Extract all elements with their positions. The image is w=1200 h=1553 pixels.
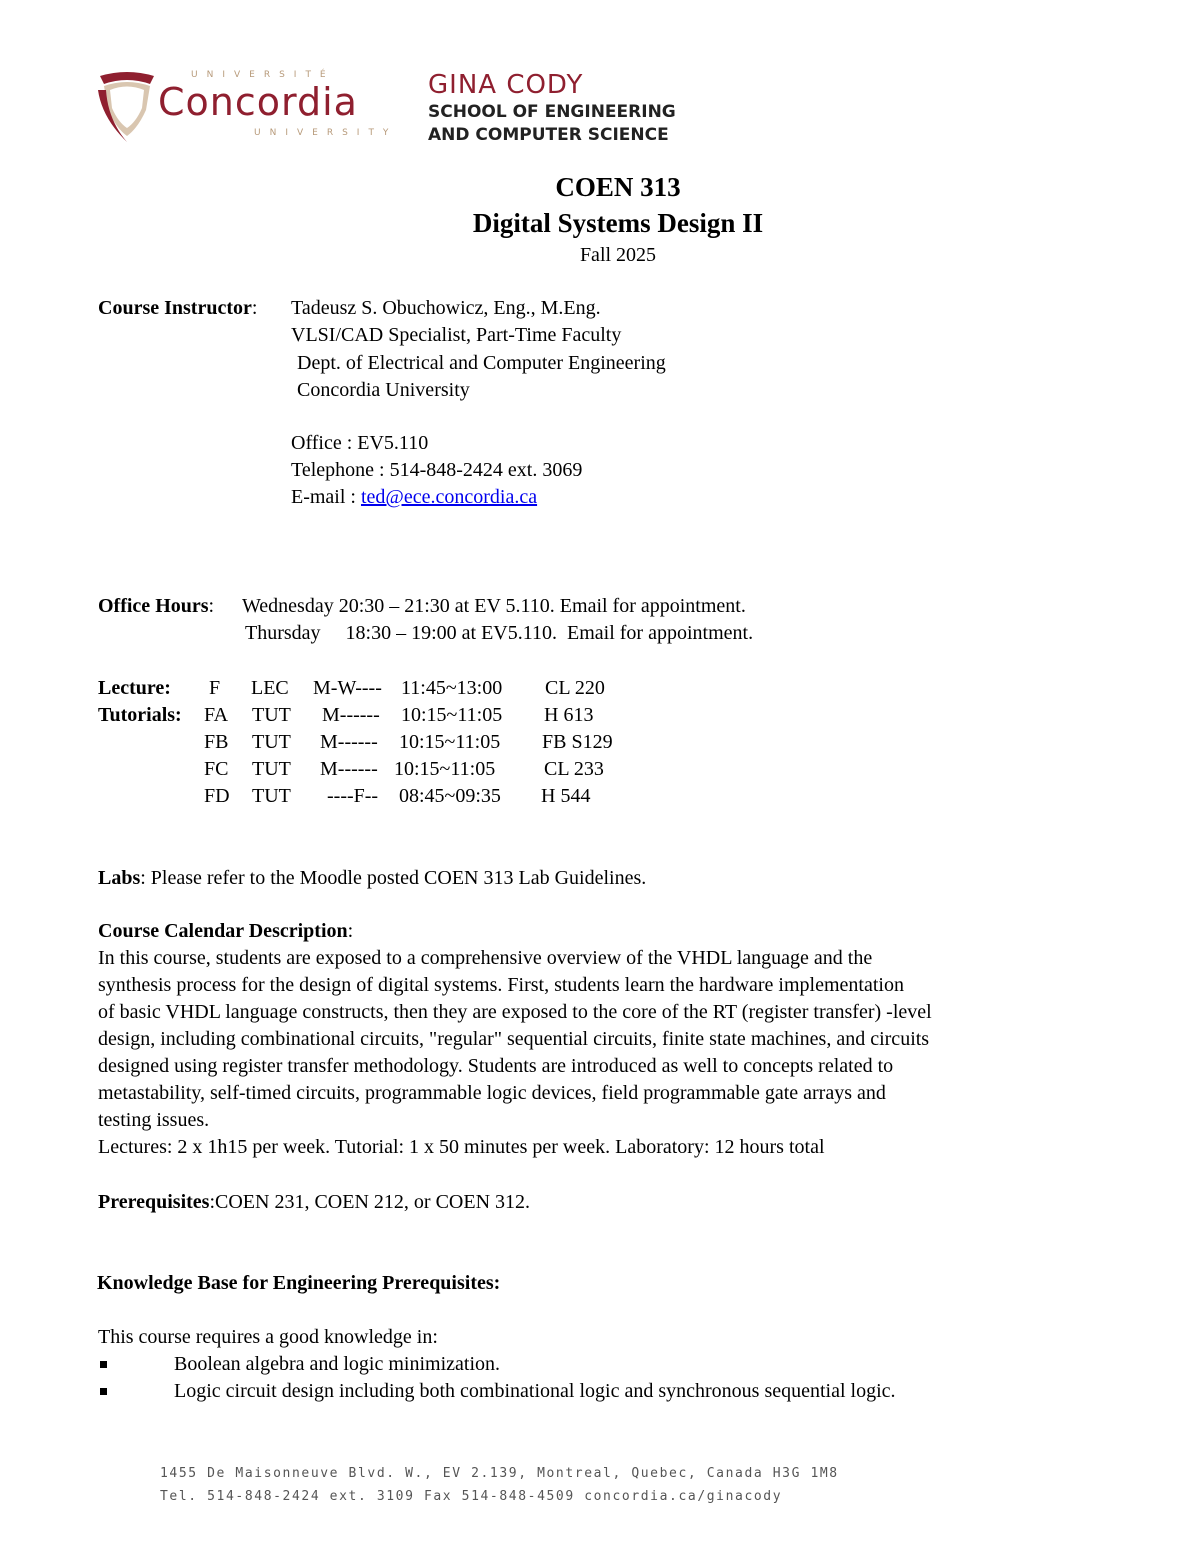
- schedule-time: 11:45~13:00: [401, 677, 503, 699]
- schedule-room: CL 233: [544, 758, 604, 780]
- schedule-days: ----F--: [327, 785, 379, 807]
- schedule-time: 08:45~09:35: [399, 785, 501, 807]
- schedule-time: 10:15~11:05: [394, 758, 496, 780]
- schedule-type: TUT: [252, 704, 291, 726]
- description-heading-row: Course Calendar Description:: [98, 920, 354, 942]
- schedule-type: TUT: [252, 731, 291, 753]
- instructor-email-row: [291, 484, 537, 511]
- instructor-university: Concordia University: [297, 379, 470, 401]
- schedule-room: FB S129: [542, 731, 613, 753]
- schedule-days: M-W----: [313, 677, 382, 699]
- instructor-email-link[interactable]: ted@ece.concordia.ca: [360, 486, 538, 508]
- schedule-type: LEC: [251, 677, 289, 699]
- description-line: metastability, self-timed circuits, programmable logic devices, field programmable gate arrays and: [98, 1082, 886, 1104]
- description-line: design, including combinational circuits, "regular" sequential circuits, finite state machines, and circuits: [98, 1028, 930, 1050]
- logo-universite: UNIVERSITÉ: [191, 70, 335, 80]
- schedule-section: F: [209, 677, 221, 699]
- bullet-icon: [100, 1388, 107, 1395]
- schedule-days: M------: [322, 704, 380, 726]
- schedule-type: TUT: [252, 785, 291, 807]
- schedule-room: H 544: [541, 785, 591, 807]
- instructor-role: VLSI/CAD Specialist, Part-Time Faculty: [291, 324, 622, 346]
- labs-label: Labs: [98, 867, 141, 889]
- schedule-time: 10:15~11:05: [401, 704, 503, 726]
- description-line: testing issues.: [98, 1109, 210, 1131]
- description-hours: Lectures: 2 x 1h15 per week. Tutorial: 1 x 50 minutes per week. Laboratory: 12 hours total: [98, 1136, 825, 1158]
- logo-university: UNIVERSITY: [254, 128, 398, 138]
- description-line: In this course, students are exposed to a comprehensive overview of the VHDL language and the: [98, 947, 873, 969]
- knowledge-heading: Knowledge Base for Engineering Prerequisites:: [97, 1272, 501, 1294]
- footer-contact: Tel. 514-848-2424 ext. 3109 Fax 514-848-4509 concordia.ca/ginacody: [160, 1489, 783, 1504]
- email-label: E-mail :: [291, 486, 361, 508]
- prerequisites-label: Prerequisites: [98, 1191, 210, 1213]
- office-hours-label: Office Hours: [98, 595, 209, 617]
- prerequisites-row: [98, 1189, 530, 1216]
- footer-address: 1455 De Maisonneuve Blvd. W., EV 2.139, Montreal, Quebec, Canada H3G 1M8: [160, 1466, 839, 1481]
- logo-concordia: Concordia: [158, 80, 358, 124]
- schedule-section: FD: [204, 785, 230, 807]
- course-code: COEN 313: [555, 172, 681, 202]
- schedule-type: TUT: [252, 758, 291, 780]
- bullet-icon: [100, 1361, 107, 1368]
- prerequisites-text: :COEN 231, COEN 212, or COEN 312.: [209, 1191, 531, 1213]
- knowledge-item-text: Logic circuit design including both combinational logic and synchronous sequential logic.: [174, 1380, 896, 1402]
- labs-text: : Please refer to the Moodle posted COEN 313 Lab Guidelines.: [140, 867, 647, 889]
- lecture-label: Lecture:: [98, 677, 171, 699]
- knowledge-item-text: Boolean algebra and logic minimization.: [174, 1353, 501, 1375]
- schedule-days: M------: [320, 758, 378, 780]
- course-title: Digital Systems Design II: [472, 208, 764, 238]
- instructor-name: Tadeusz S. Obuchowicz, Eng., M.Eng.: [291, 297, 601, 319]
- schedule-section: FC: [204, 758, 229, 780]
- school-line-1: SCHOOL OF ENGINEERING: [428, 102, 676, 122]
- concordia-shield-icon: [96, 70, 158, 144]
- instructor-label: Course Instructor: [98, 297, 252, 319]
- instructor-label-row: Course Instructor:: [98, 297, 258, 319]
- office-hours-line-2: Thursday 18:30 – 19:00 at EV5.110. Email for appointment.: [245, 622, 754, 644]
- labs-row: [98, 865, 646, 892]
- instructor-dept: Dept. of Electrical and Computer Engineering: [297, 352, 666, 374]
- schedule-room: CL 220: [545, 677, 605, 699]
- instructor-telephone: Telephone : 514-848-2424 ext. 3069: [291, 459, 583, 481]
- description-heading: Course Calendar Description: [98, 920, 348, 942]
- tutorials-label: Tutorials:: [98, 704, 182, 726]
- course-term: Fall 2025: [579, 244, 657, 266]
- schedule-room: H 613: [544, 704, 594, 726]
- schedule-time: 10:15~11:05: [399, 731, 501, 753]
- office-hours-line-1: Wednesday 20:30 – 21:30 at EV 5.110. Email for appointment.: [242, 595, 746, 617]
- knowledge-intro: This course requires a good knowledge in:: [98, 1326, 438, 1348]
- schedule-section: FA: [204, 704, 229, 726]
- office-hours-label-row: Office Hours:: [98, 595, 215, 617]
- school-line-2: AND COMPUTER SCIENCE: [428, 125, 669, 145]
- schedule-days: M------: [320, 731, 378, 753]
- instructor-office: Office : EV5.110: [291, 432, 429, 454]
- description-line: synthesis process for the design of digital systems. First, students learn the hardware implementation: [98, 974, 904, 996]
- description-line: of basic VHDL language constructs, then they are exposed to the core of the RT (register transfer) -level: [98, 1001, 932, 1023]
- school-name: GINA CODY: [428, 70, 584, 100]
- header-logo: [96, 66, 696, 150]
- description-line: designed using register transfer methodology. Students are introduced as well to concepts related to: [98, 1055, 894, 1077]
- schedule-section: FB: [204, 731, 229, 753]
